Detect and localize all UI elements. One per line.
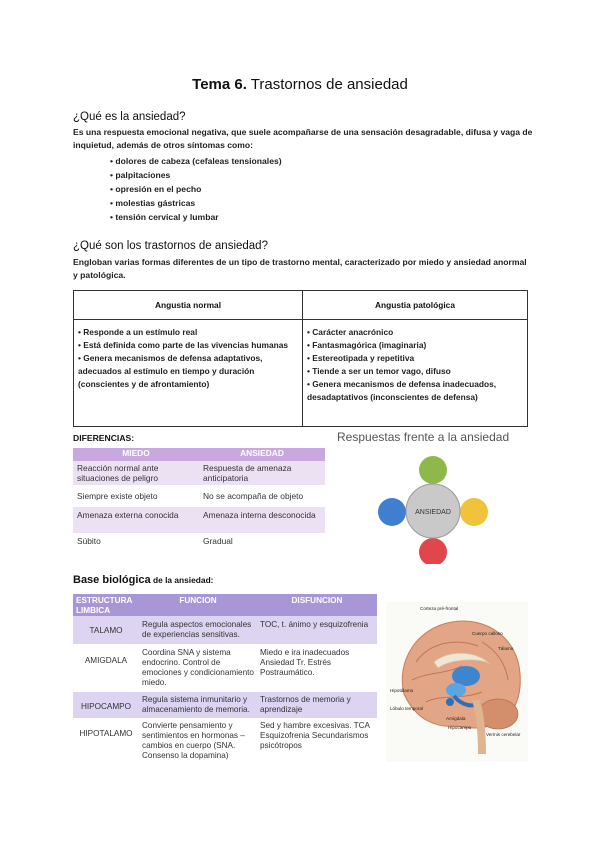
col2-cell [303, 320, 528, 427]
table-cell: Súbito [77, 536, 101, 546]
table-cell: Amenaza interna desconocida [203, 510, 316, 520]
label-hippocampus: Hipocampo [448, 725, 472, 730]
thalamus [452, 666, 480, 686]
table-cell: Siempre existe objeto [77, 491, 158, 501]
table-cell: No se acompaña de objeto [203, 491, 304, 501]
header-cell: FUNCION [179, 596, 217, 605]
section2-text [73, 256, 533, 282]
label-amygdala: Amígdala [446, 716, 466, 721]
anxiety-center-label: ANSIEDAD [415, 509, 451, 516]
differences-header [73, 448, 325, 461]
response-circle-top [419, 456, 447, 484]
comparison-table [73, 290, 528, 427]
col2-line: • Estereotipada y repetitiva [307, 353, 415, 363]
title-rest: Trastornos de ansiedad [246, 76, 408, 93]
table-row [73, 718, 377, 762]
label-thalamus: Tálamo [498, 646, 514, 651]
label-prefrontal: Corteza pré-frontal [420, 606, 459, 611]
responses-diagram [370, 448, 500, 564]
symptom-list [110, 154, 282, 224]
brain-illustration [386, 602, 528, 762]
col2-line: desadaptativos (inconscientes de defensa) [307, 392, 478, 402]
responses-title: Respuestas frente a la ansiedad [337, 430, 510, 444]
col1-line: adecuados al estímulo en tiempo y duración [78, 366, 255, 376]
col1-line: (conscientes y de afrontamiento) [78, 379, 210, 389]
section1-text [73, 126, 533, 152]
table-cell: TALAMO [89, 626, 123, 635]
header-cell: MIEDO [122, 448, 150, 458]
response-circle-right [460, 498, 488, 526]
table-row [73, 507, 325, 533]
header-cell: ESTRUCTURA LIMBICA [76, 596, 133, 615]
table-cell: Regula aspectos emocionales de experiencias sensitivas. [142, 620, 252, 639]
table-cell: HIPOCAMPO [80, 702, 132, 711]
col1-line: • Responde a un estímulo real [78, 327, 198, 337]
section1-text-line2: inquietud, además de otros síntomas como: [73, 140, 254, 150]
table-cell: Sed y hambre excesivas. TCA Esquizofrenia Secundarismos psicótropos [260, 721, 370, 750]
col1-header: Angustia normal [74, 291, 303, 320]
table-cell: HIPOTALAMO [79, 729, 133, 738]
col1-line: • Está definida como parte de las vivencias humanas [78, 340, 289, 350]
label-hypothalamus: Hipotálamo [390, 688, 414, 693]
header-cell: ANSIEDAD [240, 448, 284, 458]
section2-text-line1: Engloban varias formas diferentes de un tipo de trastorno mental, caracterizado por miedo y ansiedad anormal [73, 257, 527, 267]
amygdala [446, 698, 454, 706]
differences-table [73, 448, 325, 549]
label-temporal-lobe: Lóbulo temporal [390, 706, 423, 711]
col2-line: • Fantasmagórica (imaginaria) [307, 340, 427, 350]
table-row [73, 485, 325, 507]
section1-text-line1: Es una respuesta emocional negativa, que suele acompañarse de una sensación desagradable, difusa y vaga de [73, 127, 533, 137]
bio-header [73, 594, 377, 616]
response-circle-left [378, 498, 406, 526]
table-row [73, 533, 325, 549]
table-cell: Respuesta de amenaza anticipatoria [203, 463, 292, 483]
table-cell: Gradual [203, 536, 233, 546]
table-cell: Regula sistema inmunitario y almacenamiento de memoria. [142, 695, 250, 714]
col1-line: • Genera mecanismos de defensa adaptativos, [78, 353, 263, 363]
title-bold: Tema 6. [192, 76, 247, 93]
table-cell: AMIGDALA [84, 656, 128, 665]
col2-header: Angustia patológica [303, 291, 528, 320]
table-row [73, 616, 377, 644]
col2-line: • Carácter anacrónico [307, 327, 394, 337]
list-item: • dolores de cabeza (cefaleas tensionales) [110, 154, 282, 168]
table-cell: Miedo e ira inadecuados Ansiedad Tr. Estrés Postraumático. [260, 648, 350, 677]
bio-heading-bold: Base biológica [73, 574, 151, 586]
section2-heading: ¿Qué son los trastornos de ansiedad? [73, 240, 268, 252]
differences-label: DIFERENCIAS: [73, 433, 135, 443]
table-row [73, 461, 325, 485]
list-item: • molestias gástricas [110, 196, 282, 210]
list-item: • palpitaciones [110, 168, 282, 182]
table-cell: Reacción normal ante situaciones de peligro [77, 463, 159, 483]
header-cell: DISFUNCION [291, 596, 343, 605]
col2-line: • Tiende a ser un temor vago, difuso [307, 366, 451, 376]
label-cerebellar-vermis: Vermis cerebelar [486, 732, 521, 737]
table-cell: Trastornos de memoria y aprendizaje [260, 695, 351, 714]
bio-heading-rest: de la ansiedad: [150, 575, 214, 585]
col1-cell [74, 320, 303, 427]
hypothalamus [446, 683, 466, 697]
bio-table [73, 594, 377, 762]
table-cell: TOC, t. ánimo y esquizofrenia [260, 620, 369, 629]
table-cell: Convierte pensamiento y sentimientos en hormonas – cambios en cuerpo (SNA. Consenso la dopamina) [142, 721, 245, 760]
section1-heading: ¿Qué es la ansiedad? [73, 111, 186, 123]
response-circle-bottom [419, 538, 447, 564]
table-cell: Coordina SNA y sistema endocrino. Control de emociones y condicionamiento miedo. [142, 648, 254, 687]
table-cell: Amenaza externa conocida [77, 510, 179, 520]
table-row [73, 692, 377, 718]
table-row [73, 644, 377, 692]
section2-text-line2: y patológica. [73, 270, 126, 280]
col2-line: • Genera mecanismos de defensa inadecuados, [307, 379, 497, 389]
bio-heading [73, 574, 213, 586]
label-corpus-callosum: Cuerpo calloso [472, 631, 503, 636]
page-title [0, 76, 600, 93]
list-item: • opresión en el pecho [110, 182, 282, 196]
list-item: • tensión cervical y lumbar [110, 210, 282, 224]
